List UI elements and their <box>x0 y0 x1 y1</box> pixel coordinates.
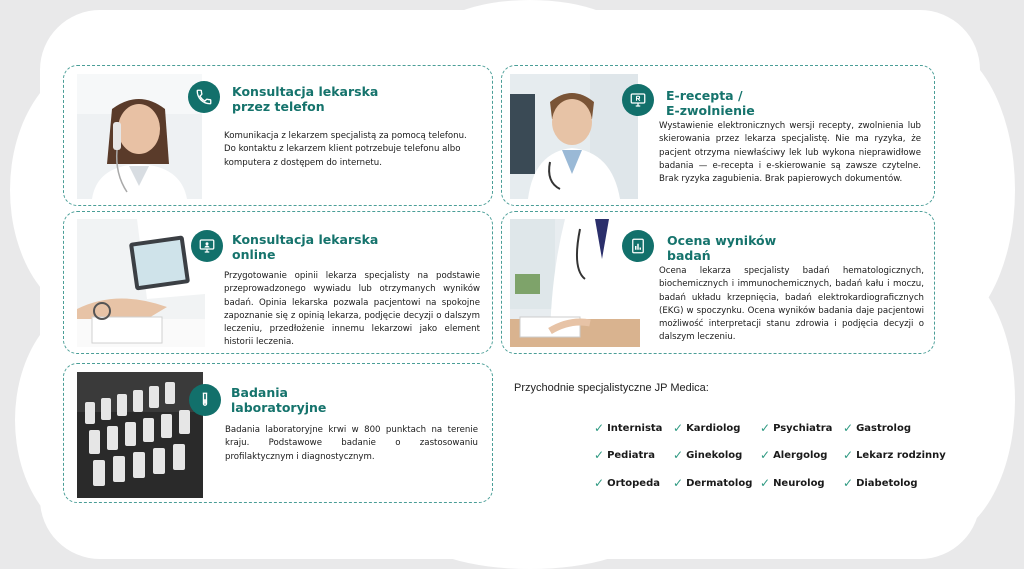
test-tube-icon-badge <box>189 384 221 416</box>
document-chart-icon-badge <box>622 230 654 262</box>
monitor-doctor-icon <box>198 237 216 255</box>
prescription-monitor-icon-badge <box>622 84 654 116</box>
monitor-doctor-icon-badge <box>191 230 223 262</box>
card-title: Badania laboratoryjne <box>231 385 327 415</box>
card-title: Ocena wyników badań <box>667 233 777 263</box>
service-card-online-consultation <box>63 211 493 354</box>
lab-tubes-photo <box>77 372 203 498</box>
service-card-laboratory-tests <box>63 363 493 503</box>
service-card-e-prescription <box>501 65 935 206</box>
card-title: E-recepta / E-zwolnienie <box>666 88 755 118</box>
specialty-item: ✓ Alergolog <box>760 448 828 462</box>
specialty-item: ✓ Dermatolog <box>673 476 753 490</box>
specialty-item: ✓ Kardiolog <box>673 421 741 435</box>
service-card-phone-consultation <box>63 65 493 206</box>
card-title: Konsultacja lekarska przez telefon <box>232 84 379 114</box>
card-title: Konsultacja lekarska online <box>232 232 379 262</box>
service-card-results-evaluation <box>501 211 935 354</box>
document-chart-icon <box>629 237 647 255</box>
check-icon: ✓ <box>594 448 605 462</box>
doctor-tablet-photo <box>77 219 205 347</box>
check-icon: ✓ <box>760 421 771 435</box>
check-icon: ✓ <box>843 476 854 490</box>
specialty-item: ✓ Neurolog <box>760 476 825 490</box>
test-tube-icon <box>196 391 214 409</box>
card-description: Wystawienie elektronicznych wersji recepty, zwolnienia lub skierowania przez lekarza specjalistę. Nie ma ryzyka, że pacjent otrzyma niewłaściwy lek lub wykona nieprawidłowe badania — e-recepta i e-skierowanie są zawsze czytelne. Brak ryzyka zagubienia. Brak papierowych dokumentów. <box>659 121 921 185</box>
check-icon: ✓ <box>843 421 854 435</box>
doctor-reviewing-photo <box>510 219 640 347</box>
check-icon: ✓ <box>673 421 684 435</box>
specialty-item: ✓ Ortopeda <box>594 476 660 490</box>
phone-icon-badge <box>188 81 220 113</box>
check-icon: ✓ <box>673 448 684 462</box>
specialty-item: ✓ Lekarz rodzinny <box>843 448 946 462</box>
phone-icon <box>195 88 213 106</box>
specialty-item: ✓ Pediatra <box>594 448 655 462</box>
clinics-heading: Przychodnie specjalistyczne JP Medica: <box>514 382 709 394</box>
doctor-writing-photo <box>510 74 638 199</box>
background-cloud <box>420 500 640 569</box>
check-icon: ✓ <box>594 421 605 435</box>
specialty-item: ✓ Internista <box>594 421 663 435</box>
card-description: Przygotowanie opinii lekarza specjalisty na podstawie przeprowadzonego wywiadu lub otrzymanych wyników badań. Opinia lekarska pozwala pacjentowi na spokojne zapoznanie się z opinią lekarza, podjęcie decyzji o dalszym leczeniu, przedłożenie innemu lekarzowi jako element historii leczenia. <box>224 271 480 348</box>
card-description: Ocena lekarza specjalisty badań hematologicznych, biochemicznych i immunochemicznych, badań kału i moczu, badań układu krzepnięcia, badań elektrokardiograficznych (EKG) w spoczynku. Ocena wyników badania daje pacjentowi możliwość interpretacji stanu zdrowia i podjęcia decyzji o dalszym leczeniu. <box>659 266 924 343</box>
specialty-item: ✓ Diabetolog <box>843 476 918 490</box>
check-icon: ✓ <box>594 476 605 490</box>
check-icon: ✓ <box>760 476 771 490</box>
card-description: Komunikacja z lekarzem specjalistą za pomocą telefonu. Do kontaktu z lekarzem klient potrzebuje telefonu albo komputera z dostępem do internetu. <box>224 131 467 168</box>
specialty-item: ✓ Gastrolog <box>843 421 912 435</box>
card-description: Badania laboratoryjne krwi w 800 punktach na terenie kraju. Podstawowe badanie o zastosowaniu profilaktycznym i diagnostycznym. <box>225 425 478 462</box>
doctor-phone-photo <box>77 74 202 199</box>
specialty-item: ✓ Ginekolog <box>673 448 743 462</box>
check-icon: ✓ <box>673 476 684 490</box>
prescription-monitor-icon <box>629 91 647 109</box>
check-icon: ✓ <box>760 448 771 462</box>
check-icon: ✓ <box>843 448 854 462</box>
specialty-item: ✓ Psychiatra <box>760 421 833 435</box>
